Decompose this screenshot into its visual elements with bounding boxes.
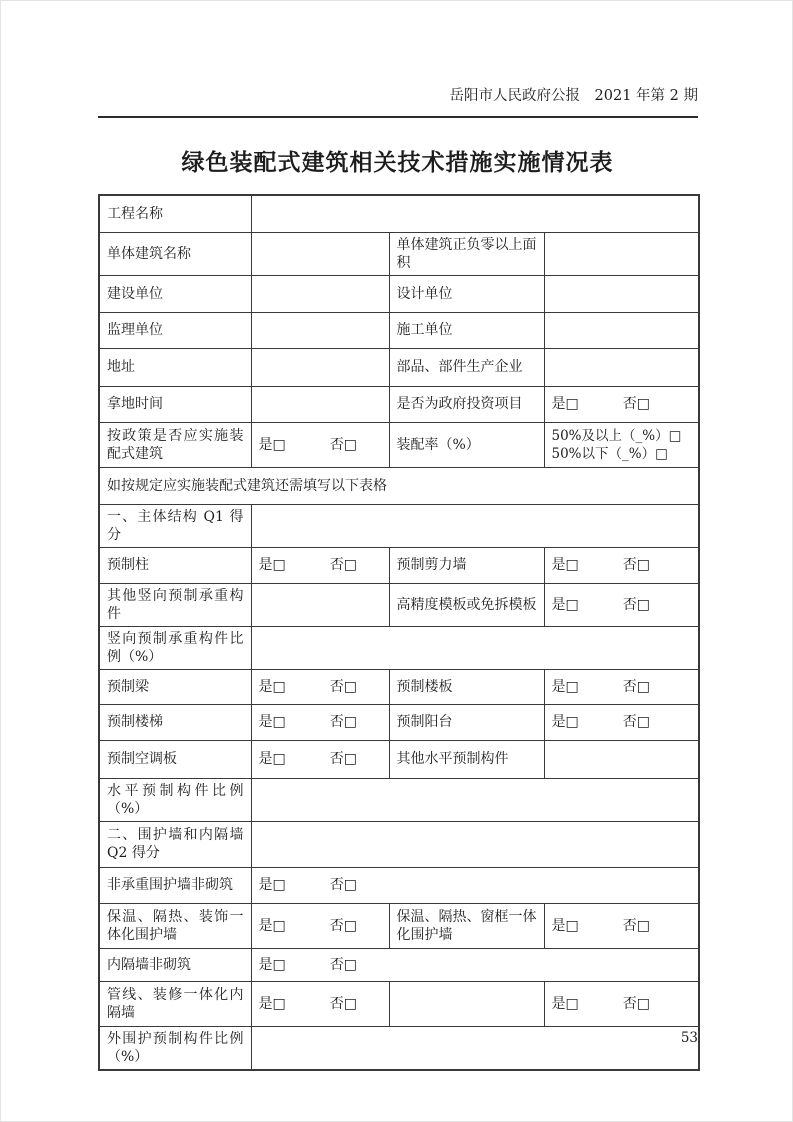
- pipeline-decoration-partition-checkboxes: [251, 981, 389, 1026]
- no-checkbox: 否□: [622, 714, 650, 730]
- no-checkbox: 否□: [329, 956, 357, 973]
- stairs-balcony-row: [99, 704, 699, 740]
- precast-stairs-checkboxes: [251, 704, 389, 740]
- insulation-window-frame-wall-label: 保温、隔热、窗框一体化围护墙: [389, 903, 544, 948]
- project-name-row: [99, 195, 699, 232]
- ac-panel-other-row: [99, 740, 699, 778]
- address-label: 地址: [99, 348, 251, 386]
- construction-design-row: [99, 275, 699, 312]
- no-checkbox: 否□: [622, 995, 650, 1012]
- policy-assembly-rate-row: [99, 422, 699, 467]
- no-checkbox: 否□: [329, 877, 357, 893]
- assembly-rate-label: 装配率（%）: [389, 422, 544, 467]
- government-investment-label: 是否为政府投资项目: [389, 386, 544, 422]
- no-checkbox: 否□: [622, 917, 650, 934]
- parts-manufacturer-label: 部品、部件生产企业: [389, 348, 544, 386]
- precast-floor-slab-checkboxes: [544, 669, 699, 704]
- no-checkbox: 否□: [329, 995, 357, 1012]
- land-time-gov-row: [99, 386, 699, 422]
- non-masonry-partition-row: [99, 948, 699, 981]
- precast-shear-wall-label: 预制剪力墙: [389, 547, 544, 583]
- fill-note-text: 如按规定应实施装配式建筑还需填写以下表格: [99, 467, 699, 504]
- pipeline-partition-right-checkboxes: [544, 981, 699, 1026]
- section-q2-label: 二、围护墙和内隔墙 Q2 得分: [99, 821, 251, 867]
- single-building-name-value: [251, 232, 389, 275]
- column-shearwall-row: [99, 547, 699, 583]
- precast-floor-slab-label: 预制楼板: [389, 669, 544, 704]
- yes-checkbox: 是□: [258, 995, 286, 1012]
- non-masonry-partition-label: 内隔墙非砌筑: [99, 948, 251, 981]
- precast-balcony-label: 预制阳台: [389, 704, 544, 740]
- single-building-name-label: 单体建筑名称: [99, 232, 251, 275]
- pipeline-partition-row: [99, 981, 699, 1026]
- non-masonry-enclosure-row: [99, 867, 699, 903]
- fill-note-row: [99, 467, 699, 504]
- yes-checkbox: 是□: [551, 917, 579, 934]
- high-precision-formwork-checkboxes: [544, 583, 699, 626]
- insulation-decoration-wall-label: 保温、隔热、装饰一体化围护墙: [99, 903, 251, 948]
- other-vertical-formwork-row: [99, 583, 699, 626]
- precast-stairs-label: 预制楼梯: [99, 704, 251, 740]
- yes-checkbox: 是□: [258, 436, 286, 453]
- no-checkbox: 否□: [329, 557, 357, 573]
- exterior-precast-ratio-label: 外围护预制构件比例（%）: [99, 1026, 251, 1070]
- non-masonry-enclosure-checkboxes: [251, 867, 699, 903]
- parts-manufacturer-value: [544, 348, 699, 386]
- single-building-row: [99, 232, 699, 275]
- section-q1-row: [99, 504, 699, 547]
- non-masonry-partition-checkboxes: [251, 948, 699, 981]
- yes-checkbox: 是□: [258, 557, 286, 573]
- supervision-unit-value: [251, 312, 389, 348]
- other-horizontal-precast-label: 其他水平预制构件: [389, 740, 544, 778]
- no-checkbox: 否□: [622, 557, 650, 573]
- precast-column-label: 预制柱: [99, 547, 251, 583]
- yes-checkbox: 是□: [551, 396, 579, 412]
- government-investment-checkboxes: [544, 386, 699, 422]
- high-precision-formwork-label: 高精度模板或免拆模板: [389, 583, 544, 626]
- no-checkbox: 否□: [329, 751, 357, 767]
- pipeline-partition-empty-cell: [389, 981, 544, 1026]
- policy-prefab-required-label: 按政策是否应实施装配式建筑: [99, 422, 251, 467]
- gazette-issue-text: 岳阳市人民政府公报 2021 年第 2 期: [449, 88, 698, 104]
- horizontal-precast-ratio-label: 水平预制构件比例（%）: [99, 778, 251, 821]
- project-name-label: 工程名称: [99, 195, 251, 232]
- yes-checkbox: 是□: [551, 678, 579, 695]
- assembly-rate-options: [544, 422, 699, 467]
- option-line: 50%及以上（_%）□: [551, 427, 682, 444]
- builder-unit-label: 施工单位: [389, 312, 544, 348]
- construction-unit-value: [251, 275, 389, 312]
- horizontal-precast-ratio-value: [251, 778, 699, 821]
- beam-slab-row: [99, 669, 699, 704]
- vertical-ratio-row: [99, 626, 699, 669]
- section-q2-value: [251, 821, 699, 867]
- yes-checkbox: 是□: [258, 678, 286, 695]
- vertical-precast-ratio-label: 竖向预制承重构件比例（%）: [99, 626, 251, 669]
- supervision-unit-label: 监理单位: [99, 312, 251, 348]
- design-unit-value: [544, 275, 699, 312]
- precast-balcony-checkboxes: [544, 704, 699, 740]
- yes-checkbox: 是□: [551, 995, 579, 1012]
- no-checkbox: 否□: [622, 596, 650, 613]
- insulation-window-frame-wall-checkboxes: [544, 903, 699, 948]
- no-checkbox: 否□: [329, 917, 357, 934]
- insulation-decoration-wall-checkboxes: [251, 903, 389, 948]
- other-vertical-precast-value: [251, 583, 389, 626]
- page-header: [98, 85, 698, 118]
- no-checkbox: 否□: [622, 396, 650, 412]
- precast-beam-checkboxes: [251, 669, 389, 704]
- no-checkbox: 否□: [622, 678, 650, 695]
- no-checkbox: 否□: [329, 714, 357, 730]
- page-number: 53: [680, 1030, 698, 1046]
- horizontal-ratio-row: [99, 778, 699, 821]
- yes-checkbox: 是□: [258, 751, 286, 767]
- yes-checkbox: 是□: [551, 557, 579, 573]
- project-name-value: [251, 195, 699, 232]
- yes-checkbox: 是□: [258, 917, 286, 934]
- section-q1-label: 一、主体结构 Q1 得分: [99, 504, 251, 547]
- precast-column-checkboxes: [251, 547, 389, 583]
- section-q1-value: [251, 504, 699, 547]
- above-zero-area-value: [544, 232, 699, 275]
- policy-prefab-required-checkboxes: [251, 422, 389, 467]
- land-acquisition-time-label: 拿地时间: [99, 386, 251, 422]
- address-value: [251, 348, 389, 386]
- yes-checkbox: 是□: [551, 596, 579, 613]
- yes-checkbox: 是□: [258, 956, 286, 973]
- non-masonry-enclosure-label: 非承重围护墙非砌筑: [99, 867, 251, 903]
- construction-unit-label: 建设单位: [99, 275, 251, 312]
- precast-ac-panel-label: 预制空调板: [99, 740, 251, 778]
- other-horizontal-precast-value: [544, 740, 699, 778]
- above-zero-area-label: 单体建筑正负零以上面积: [389, 232, 544, 275]
- yes-checkbox: 是□: [258, 877, 286, 893]
- page-title: 绿色装配式建筑相关技术措施实施情况表: [181, 149, 614, 176]
- design-unit-label: 设计单位: [389, 275, 544, 312]
- yes-checkbox: 是□: [258, 714, 286, 730]
- integrated-walls-row: [99, 903, 699, 948]
- no-checkbox: 否□: [329, 436, 357, 453]
- vertical-precast-ratio-value: [251, 626, 699, 669]
- precast-ac-panel-checkboxes: [251, 740, 389, 778]
- other-vertical-precast-label: 其他竖向预制承重构件: [99, 583, 251, 626]
- yes-checkbox: 是□: [551, 714, 579, 730]
- address-manufacturer-row: [99, 348, 699, 386]
- builder-unit-value: [544, 312, 699, 348]
- implementation-form-table: [98, 194, 700, 1071]
- pipeline-decoration-partition-label: 管线、装修一体化内隔墙: [99, 981, 251, 1026]
- precast-shear-wall-checkboxes: [544, 547, 699, 583]
- section-q2-row: [99, 821, 699, 867]
- land-acquisition-time-value: [251, 386, 389, 422]
- no-checkbox: 否□: [329, 678, 357, 695]
- supervision-builder-row: [99, 312, 699, 348]
- precast-beam-label: 预制梁: [99, 669, 251, 704]
- option-line: 50%以下（_%）□: [551, 445, 668, 462]
